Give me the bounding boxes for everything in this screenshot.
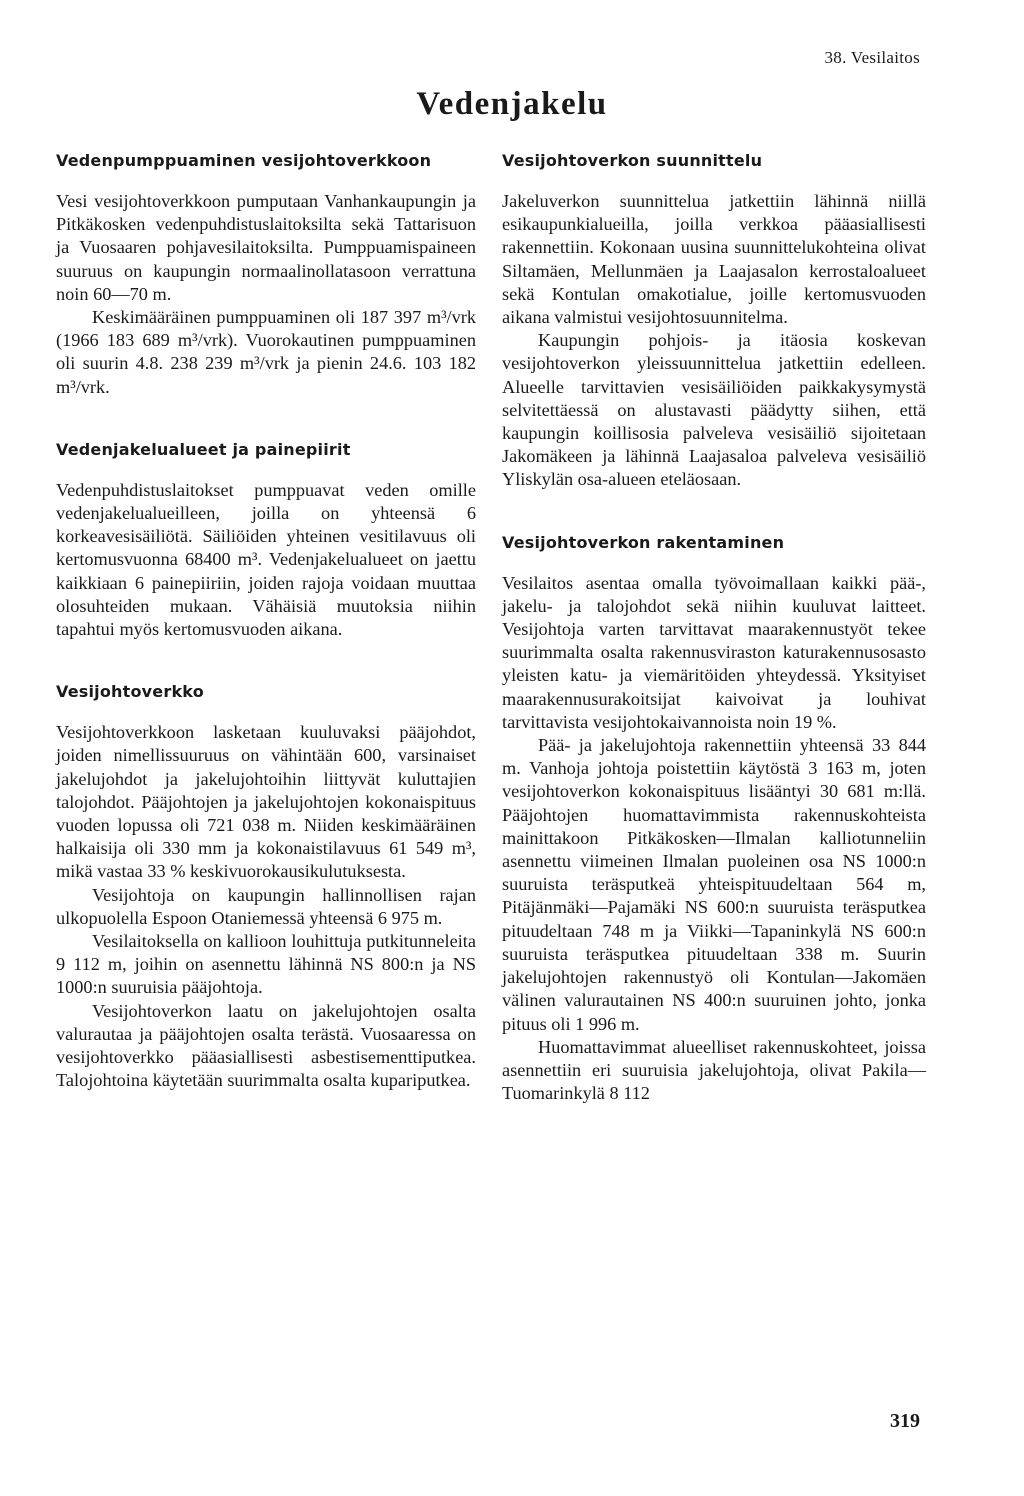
paragraph: Huomattavimmat alueelliset rakennuskohteet, joissa asennettiin eri suuruisia jakelujohtoja, olivat Pakila—Tuomarinkylä 8 112 [502, 1036, 926, 1104]
paragraph: Vesilaitoksella on kallioon louhittuja putkitunneleita 9 112 m, joihin on asennettu lähinnä NS 800:n ja NS 1000:n suuruisia pääjohtoja. [56, 931, 476, 998]
paragraph: Keskimääräinen pumppuaminen oli 187 397 m³/vrk (1966 183 689 m³/vrk). Vuorokautinen pumppuaminen oli suurin 4.8. 238 239 m³/vrk ja pienin 24.6. 103 182 m³/vrk. [56, 307, 476, 397]
section-planning [502, 150, 926, 492]
paragraph: Vesijohtoja on kaupungin hallinnollisen rajan ulkopuolella Espoon Otaniemessä yhteensä 6 975 m. [56, 884, 476, 928]
paragraph: Kaupungin pohjois- ja itäosia koskevan vesijohtoverkon yleissuunnittelua jatkettiin edelleen. Alueelle tarvittavien vesisäiliöiden paikkakysymystä selvitettäessä on alustavasti päädytty siihen, että kaupungin koillisosia palveleva vesisäiliö sijoitetaan Jakomäkeen ja lähinnä Laajasaloa palveleva vesisäiliö Yliskylän osa-alueen eteläosaan. [502, 330, 926, 490]
section-heading: Vesijohtoverkon rakentaminen [502, 532, 785, 552]
left-column [56, 150, 476, 1119]
paragraph: Jakeluverkon suunnittelua jatkettiin lähinnä niillä esikaupunkialueilla, joilla verkkoa pääasiallisesti rakennettiin. Kokonaan uusina suunnittelukohteina olivat Siltamäen, Mellunmäen ja Laajasalon kerrostaloalueet sekä Kontulan omakotialue, joille kertomusvuoden aikana valmistui vesijohtosuunnitelma. [502, 191, 926, 328]
section-heading: Vedenjakelualueet ja painepiirit [56, 439, 351, 459]
page-number: 319 [890, 1410, 920, 1432]
paragraph: Vesijohtoverkkoon lasketaan kuuluvaksi pääjohdot, joiden nimellissuuruus on vähintään 600, varsinaiset jakelujohdot ja jakelujohtoihin liittyvät kuluttajien talojohdot. Pääjohtojen ja jakelujohtojen kokonaispituus vuoden lopussa oli 721 038 m. Niiden keskimääräinen halkaisija oli 330 mm ja kokonaistilavuus 61 549 m³, mikä vastaa 33 % keskivuorokausikulutuksesta. [56, 722, 476, 882]
paragraph: Vesijohtoverkon laatu on jakelujohtojen osalta valurautaa ja pääjohtojen osalta terästä. Vuosaaressa on vesijohtoverkko pääasiallisesti asbestisementtiputkea. Talojohtoina käytetään suurimmalta osalta kupariputkea. [56, 1000, 476, 1091]
section-pumping [56, 150, 476, 399]
paragraph: Vesi vesijohtoverkkoon pumputaan Vanhankaupungin ja Pitkäkosken vedenpuhdistuslaitoksilta sekä Tattarisuon ja Vuosaaren pohjavesilaitoksilta. Pumppuamispaineen suuruus on kaupungin normaalinollatasoon verrattuna noin 60—70 m. [56, 191, 476, 304]
running-head: 38. Vesilaitos [824, 48, 920, 67]
section-heading: Vesijohtoverkon suunnittelu [502, 151, 763, 170]
section-distribution-areas [56, 439, 476, 641]
paragraph: Vesilaitos asentaa omalla työvoimallaan kaikki pää-, jakelu- ja talojohdot sekä niihin kuuluvat laitteet. Vesijohtoja varten tarvittavat maarakennustyöt tekee suurimmalta osalta rakennusviraston katurakennusosasto yleisten katu- ja viemäritöiden yhteydessä. Yksityiset maarakennusurakoitsijat kaivoivat ja louhivat tarvittavista vesijohtokaivannoista noin 19 %. [502, 572, 926, 732]
right-column [502, 150, 926, 1131]
paragraph: Pää- ja jakelujohtoja rakennettiin yhteensä 33 844 m. Vanhoja johtoja poistettiin käytöstä 3 163 m, joten vesijohtoverkon kokonaispituus lisääntyi 30 681 m:llä. Pääjohtojen huomattavimmista rakennuskohteista mainittakoon Pitkäkosken—Ilmalan kalliotunneliin asennettu viimeinen Ilmalan puoleinen osa NS 1000:n suuruista teräsputkeä yhteispituudeltaan 564 m, Pitäjänmäki—Pajamäki NS 600:n suuruista teräsputkea pituudeltaan 748 m ja Viikki—Tapaninkylä NS 600:n suuruista teräsputkea pituudeltaan 338 m. Suurin jakelujohtojen rakennustyö oli Kontulan—Jakomäen välinen valurautainen NS 400:n suuruinen johto, jonka pituus oli 1 996 m. [502, 735, 926, 1034]
section-network [56, 681, 476, 1092]
section-heading: Vesijohtoverkko [56, 682, 204, 702]
page-title: Vedenjakelu [416, 86, 608, 122]
section-construction [502, 532, 926, 1106]
paragraph: Vedenpuhdistuslaitokset pumppuavat veden omille vedenjakelualueilleen, joilla on yhteensä 6 korkeavesisäiliötä. Säiliöiden yhteinen vesitilavuus oli kertomusvuonna 68400 m³. Vedenjakelualueet on jaettu kaikkiaan 6 painepiiriin, joiden rajoja voidaan muuttaa olosuhteiden mukaan. Vähäisiä muutoksia niihin tapahtui myös kertomusvuoden aikana. [56, 479, 476, 640]
section-heading: Vedenpumppuaminen vesijohtoverkkoon [56, 151, 432, 170]
